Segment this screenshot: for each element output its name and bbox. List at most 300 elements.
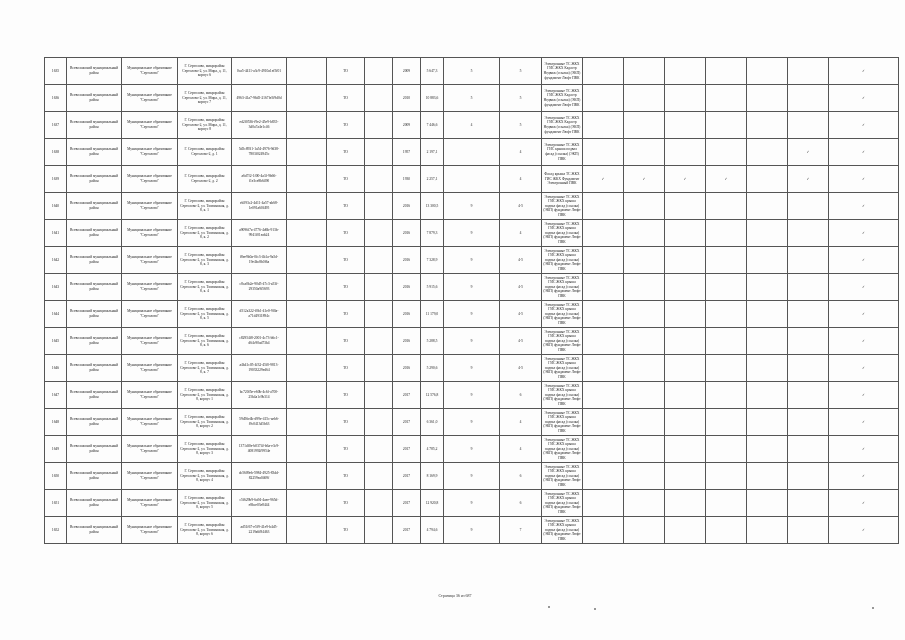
empty-check-cell — [788, 490, 829, 517]
district-cell: Всеволожский муниципальный район — [67, 409, 122, 436]
scan-speck — [594, 608, 596, 610]
year-cell: 2017 — [393, 409, 421, 436]
records-table — [44, 57, 899, 544]
empty-cell — [365, 463, 393, 490]
note-cell: Электронные ТС ЖКХ ГИС ЖКХ крыша подвал фасад (ссылка) (ЭКП) фундамент Люфт ПВК — [542, 193, 583, 220]
note-cell: Фасад крыша ТС ЖКХ ГИС ЖКХ Фундамент Электронный ПВК — [542, 166, 583, 193]
district-cell: Всеволожский муниципальный район — [67, 490, 122, 517]
municipality-cell: Муниципальное образование "Сертолово" — [122, 463, 178, 490]
checkmark-icon: ✓ — [829, 517, 899, 544]
floors-cell: 5 — [444, 58, 500, 85]
empty-check-cell — [665, 301, 706, 328]
checkmark-icon: ✓ — [829, 193, 899, 220]
type-cell: ТО — [327, 58, 365, 85]
empty-check-cell — [624, 139, 665, 166]
empty-check-cell — [624, 112, 665, 139]
empty-check-cell — [624, 220, 665, 247]
type-cell: ТО — [327, 355, 365, 382]
note-cell: Электронные ТС ЖКХ ГИС ЖКХ Кадастр Недвиж (ссылка) (ЭКП) фундамент Люфт ПВК — [542, 58, 583, 85]
guid-cell: ed2f0536-f9e2-45e9-b835-3d0a7a4e1c46 — [232, 112, 287, 139]
table-row — [45, 85, 899, 112]
empty-check-cell — [583, 193, 624, 220]
row-number-cell: 1649 — [45, 436, 67, 463]
guid-cell: ad51f67-e5f9-41e9-b4d5-2219a6f84463 — [232, 517, 287, 544]
district-cell: Всеволожский муниципальный район — [67, 166, 122, 193]
floors-cell: 4 — [444, 112, 500, 139]
year-cell: 2016 — [393, 328, 421, 355]
guid-cell: c5f629b9-6a94-4aee-965d-e8bce03e8444 — [232, 490, 287, 517]
entrances-cell: 6 — [500, 382, 542, 409]
empty-check-cell — [747, 490, 788, 517]
address-cell: Г. Сертолово, микрорайон Сертолово-2, ул. Тихвинская, д. 8, к. 6 — [178, 328, 232, 355]
empty-check-cell — [706, 409, 747, 436]
empty-check-cell — [788, 193, 829, 220]
note-cell: Электронные ТС ЖКХ ГИС ЖКХ крыша подвал фасад (ссылка) (ЭКП) фундамент Люфт ПВК — [542, 328, 583, 355]
entrances-cell: 7 — [500, 517, 542, 544]
table-row — [45, 328, 899, 355]
table-row — [45, 490, 899, 517]
empty-check-cell — [788, 517, 829, 544]
empty-check-cell — [706, 355, 747, 382]
floors-cell: 9 — [444, 409, 500, 436]
empty-check-cell — [747, 193, 788, 220]
checkmark-icon: ✓ — [829, 382, 899, 409]
district-cell: Всеволожский муниципальный район — [67, 517, 122, 544]
municipality-cell: Муниципальное образование "Сертолово" — [122, 139, 178, 166]
entrances-cell: 4-5 — [500, 193, 542, 220]
type-cell: ТО — [327, 382, 365, 409]
checkmark-icon: ✓ — [829, 58, 899, 85]
empty-check-cell — [665, 328, 706, 355]
empty-cell — [287, 139, 327, 166]
empty-check-cell — [583, 58, 624, 85]
municipality-cell: Муниципальное образование "Сертолово" — [122, 166, 178, 193]
type-cell: ТО — [327, 112, 365, 139]
address-cell: Г. Сертолово, микрорайон Сертолово-2, ул. Тихвинская, д. 8, корпус 6 — [178, 517, 232, 544]
floors-cell: 9 — [444, 328, 500, 355]
empty-check-cell — [583, 220, 624, 247]
note-cell: Электронные ТС ЖКХ ГИС ЖКХ крыша подвал фасад (ссылка) (ЭКП) фундамент Люфт ПВК — [542, 274, 583, 301]
empty-cell — [287, 247, 327, 274]
page-footer: Страница 36 из 687 — [438, 593, 472, 598]
address-cell: Г. Сертолово, микрорайон Сертолово-2, ул. Тихвинская, д. 8, к. 5 — [178, 301, 232, 328]
empty-check-cell — [788, 85, 829, 112]
empty-check-cell — [706, 139, 747, 166]
empty-check-cell — [583, 112, 624, 139]
district-cell: Всеволожский муниципальный район — [67, 274, 122, 301]
empty-check-cell — [747, 517, 788, 544]
guid-cell: a9096f7a-4776-4d6b-913b-9941f01eab24 — [232, 220, 287, 247]
area-cell: 12 576,8 — [421, 382, 444, 409]
empty-check-cell — [706, 274, 747, 301]
empty-check-cell — [665, 139, 706, 166]
empty-check-cell — [665, 355, 706, 382]
note-cell: Электронные ТС ЖКХ ГИС ЖКХ крыша подвал фасад (ссылка) (ЭКП) фундамент Люфт ПВК — [542, 247, 583, 274]
guid-cell: eb593c2-4d11-4a57-ab68-1e091a60f495 — [232, 193, 287, 220]
empty-cell — [365, 274, 393, 301]
address-cell: Г. Сертолово, микрорайон Сертолово-2, ул. Мира, д. 11, корпус 8 — [178, 112, 232, 139]
empty-cell — [287, 490, 327, 517]
empty-check-cell — [788, 220, 829, 247]
checkmark-icon: ✓ — [829, 220, 899, 247]
checkmark-icon: ✓ — [788, 166, 829, 193]
address-cell: Г. Сертолово, микрорайон Сертолово-2, ул. Мира, д. 11, корпус 6 — [178, 58, 232, 85]
type-cell: ТО — [327, 409, 365, 436]
table-row — [45, 58, 899, 85]
empty-check-cell — [665, 220, 706, 247]
empty-check-cell — [747, 166, 788, 193]
row-number-cell: 1645 — [45, 328, 67, 355]
year-cell: 2016 — [393, 247, 421, 274]
type-cell: ТО — [327, 490, 365, 517]
district-cell: Всеволожский муниципальный район — [67, 247, 122, 274]
empty-check-cell — [665, 409, 706, 436]
municipality-cell: Муниципальное образование "Сертолово" — [122, 85, 178, 112]
empty-check-cell — [788, 112, 829, 139]
entrances-cell: 4 — [500, 220, 542, 247]
address-cell: Г. Сертолово, микрорайон Сертолово-2, д. 1 — [178, 139, 232, 166]
address-cell: Г. Сертолово, микрорайон Сертолово-2, ул. Тихвинская, д. 8, корпус 1 — [178, 382, 232, 409]
empty-cell — [287, 463, 327, 490]
row-number-cell: 1637 — [45, 112, 67, 139]
address-cell: Г. Сертолово, микрорайон Сертолово-2, ул. Тихвинская, д. 8, к. 4 — [178, 274, 232, 301]
guid-cell: c82954f8-2001-4c73-b6c1-d64c90ad73b4 — [232, 328, 287, 355]
checkmark-icon: ✓ — [788, 139, 829, 166]
address-cell: Г. Сертолово, микрорайон Сертолово-2, ул. Тихвинская, д. 8, к. 2 — [178, 220, 232, 247]
address-cell: Г. Сертолово, микрорайон Сертолово-2, д. 2 — [178, 166, 232, 193]
checkmark-icon: ✓ — [829, 274, 899, 301]
empty-cell — [365, 85, 393, 112]
area-cell: 2 197,1 — [421, 139, 444, 166]
type-cell: ТО — [327, 220, 365, 247]
table-row — [45, 112, 899, 139]
empty-check-cell — [747, 220, 788, 247]
year-cell: 2017 — [393, 436, 421, 463]
empty-check-cell — [706, 247, 747, 274]
empty-check-cell — [706, 490, 747, 517]
entrances-cell: 6 — [500, 490, 542, 517]
municipality-cell: Муниципальное образование "Сертолово" — [122, 382, 178, 409]
empty-check-cell — [747, 328, 788, 355]
empty-check-cell — [706, 463, 747, 490]
type-cell: ТО — [327, 301, 365, 328]
area-cell: 5 647,3 — [421, 58, 444, 85]
area-cell: 7 879,3 — [421, 220, 444, 247]
district-cell: Всеволожский муниципальный район — [67, 220, 122, 247]
checkmark-icon: ✓ — [829, 490, 899, 517]
floors-cell: 9 — [444, 220, 500, 247]
district-cell: Всеволожский муниципальный район — [67, 328, 122, 355]
row-number-cell: 1643 — [45, 274, 67, 301]
floors-cell: 9 — [444, 247, 500, 274]
empty-cell — [365, 139, 393, 166]
guid-cell: 0ca5-4411-a3c9-4910a1ef5f01 — [232, 58, 287, 85]
empty-check-cell — [706, 58, 747, 85]
empty-check-cell — [747, 139, 788, 166]
empty-check-cell — [665, 490, 706, 517]
municipality-cell: Муниципальное образование "Сертолово" — [122, 436, 178, 463]
row-number-cell: 1651 — [45, 490, 67, 517]
row-number-cell: 1647 — [45, 382, 67, 409]
checkmark-icon: ✓ — [829, 409, 899, 436]
empty-check-cell — [624, 409, 665, 436]
type-cell: ТО — [327, 517, 365, 544]
empty-check-cell — [624, 85, 665, 112]
empty-check-cell — [583, 355, 624, 382]
empty-cell — [365, 436, 393, 463]
checkmark-icon: ✓ — [829, 328, 899, 355]
table-row — [45, 301, 899, 328]
empty-check-cell — [747, 409, 788, 436]
district-cell: Всеволожский муниципальный район — [67, 85, 122, 112]
row-number-cell: 1644 — [45, 301, 67, 328]
area-cell: 8 169,9 — [421, 463, 444, 490]
empty-check-cell — [665, 112, 706, 139]
floors-cell — [444, 139, 500, 166]
floors-cell: 9 — [444, 490, 500, 517]
empty-check-cell — [624, 436, 665, 463]
empty-check-cell — [665, 58, 706, 85]
table-row — [45, 409, 899, 436]
municipality-cell: Муниципальное образование "Сертолово" — [122, 409, 178, 436]
empty-check-cell — [747, 463, 788, 490]
note-cell: Электронные ТС ЖКХ ГИС ЖКХ крыша подвал фасад (ссылка) (ЭКП) фундамент Люфт ПВК — [542, 490, 583, 517]
year-cell: 2009 — [393, 58, 421, 85]
empty-cell — [287, 517, 327, 544]
note-cell: Электронные ТС ЖКХ ГИС ЖКХ крыша подвал фасад (ссылка) (ЭКП) фундамент Люфт ПВК — [542, 436, 583, 463]
district-cell: Всеволожский муниципальный район — [67, 193, 122, 220]
empty-cell — [365, 382, 393, 409]
row-number-cell: 1646 — [45, 355, 67, 382]
row-number-cell: 1640 — [45, 193, 67, 220]
empty-cell — [365, 490, 393, 517]
year-cell: 1957 — [393, 139, 421, 166]
empty-check-cell — [706, 220, 747, 247]
empty-check-cell — [583, 247, 624, 274]
year-cell: 2017 — [393, 463, 421, 490]
empty-check-cell — [788, 247, 829, 274]
checkmark-icon: ✓ — [829, 85, 899, 112]
floors-cell: 9 — [444, 274, 500, 301]
empty-check-cell — [747, 382, 788, 409]
empty-check-cell — [788, 355, 829, 382]
table-row — [45, 247, 899, 274]
row-number-cell: 1635 — [45, 58, 67, 85]
empty-check-cell — [624, 463, 665, 490]
empty-cell — [287, 166, 327, 193]
area-cell: 6 361,0 — [421, 409, 444, 436]
note-cell: Электронные ТС ЖКХ ГИС ЖКХ крыша подвал фасад (ссылка) (ЭКП) фундамент Люфт ПВК — [542, 355, 583, 382]
empty-check-cell — [665, 436, 706, 463]
checkmark-icon: ✓ — [829, 247, 899, 274]
empty-cell — [287, 193, 327, 220]
address-cell: Г. Сертолово, микрорайон Сертолово-2, ул. Тихвинская, д. 8, к. 1 — [178, 193, 232, 220]
type-cell: ТО — [327, 436, 365, 463]
floors-cell: 9 — [444, 193, 500, 220]
guid-cell: a6d7f2-1f00-4a3f-9b66-f1e3ce8b6490 — [232, 166, 287, 193]
checkmark-icon: ✓ — [829, 355, 899, 382]
checkmark-icon: ✓ — [829, 166, 899, 193]
row-number-cell: 1650 — [45, 463, 67, 490]
table-row — [45, 355, 899, 382]
area-cell: 5 915,6 — [421, 274, 444, 301]
area-cell: 11 179,0 — [421, 301, 444, 328]
empty-check-cell — [583, 139, 624, 166]
district-cell: Всеволожский муниципальный район — [67, 112, 122, 139]
note-cell: Электронные ТС ЖКХ ГИС ЖКХ крыша подвал фасад (ссылка) (ЭКП) фундамент Люфт ПВК — [542, 409, 583, 436]
empty-check-cell — [583, 490, 624, 517]
area-cell: 5 290,6 — [421, 355, 444, 382]
type-cell: ТО — [327, 274, 365, 301]
empty-check-cell — [583, 463, 624, 490]
empty-cell — [287, 58, 327, 85]
municipality-cell: Муниципальное образование "Сертолово" — [122, 355, 178, 382]
checkmark-icon: ✓ — [829, 301, 899, 328]
empty-check-cell — [788, 328, 829, 355]
year-cell: 2017 — [393, 517, 421, 544]
table-row — [45, 517, 899, 544]
guid-cell: d512a322-f0b1-41e0-9f0a-a71d4931894c — [232, 301, 287, 328]
empty-cell — [365, 166, 393, 193]
year-cell: 2016 — [393, 301, 421, 328]
empty-cell — [365, 220, 393, 247]
empty-cell — [365, 58, 393, 85]
empty-check-cell — [788, 58, 829, 85]
checkmark-icon: ✓ — [829, 436, 899, 463]
checkmark-icon: ✓ — [706, 166, 747, 193]
entrances-cell: 5 — [500, 85, 542, 112]
table-row — [45, 436, 899, 463]
checkmark-icon: ✓ — [829, 112, 899, 139]
empty-check-cell — [788, 274, 829, 301]
empty-check-cell — [583, 301, 624, 328]
floors-cell: 5 — [444, 85, 500, 112]
floors-cell: 9 — [444, 463, 500, 490]
floors-cell: 9 — [444, 355, 500, 382]
area-cell: 13 300,5 — [421, 193, 444, 220]
empty-check-cell — [624, 193, 665, 220]
scan-speck — [872, 607, 874, 609]
empty-check-cell — [747, 58, 788, 85]
empty-cell — [365, 301, 393, 328]
checkmark-icon: ✓ — [829, 463, 899, 490]
empty-cell — [365, 355, 393, 382]
year-cell: 2016 — [393, 355, 421, 382]
checkmark-icon: ✓ — [829, 139, 899, 166]
row-number-cell: 1638 — [45, 139, 67, 166]
municipality-cell: Муниципальное образование "Сертолово" — [122, 193, 178, 220]
empty-check-cell — [583, 382, 624, 409]
empty-check-cell — [665, 274, 706, 301]
entrances-cell: 4-5 — [500, 247, 542, 274]
floors-cell: 9 — [444, 436, 500, 463]
note-cell: Электронные ТС ЖКХ ГИС ЖКХ Кадастр Недвиж (ссылка) (ЭКП) фундамент Люфт ПВК — [542, 85, 583, 112]
table-body — [45, 58, 899, 544]
type-cell: ТО — [327, 139, 365, 166]
address-cell: Г. Сертолово, микрорайон Сертолово-2, ул. Тихвинская, д. 8, к. 7 — [178, 355, 232, 382]
empty-check-cell — [788, 409, 829, 436]
empty-check-cell — [747, 112, 788, 139]
address-cell: Г. Сертолово, микрорайон Сертолово-2, ул. Тихвинская, д. 8, к. 3 — [178, 247, 232, 274]
year-cell: 1930 — [393, 166, 421, 193]
empty-check-cell — [624, 355, 665, 382]
empty-check-cell — [583, 436, 624, 463]
municipality-cell: Муниципальное образование "Сертолово" — [122, 58, 178, 85]
year-cell: 2017 — [393, 382, 421, 409]
municipality-cell: Муниципальное образование "Сертолово" — [122, 517, 178, 544]
empty-check-cell — [788, 436, 829, 463]
year-cell: 2017 — [393, 490, 421, 517]
empty-cell — [287, 436, 327, 463]
address-cell: Г. Сертолово, микрорайон Сертолово-2, ул. Тихвинская, д. 8, корпус 3 — [178, 436, 232, 463]
empty-check-cell — [665, 85, 706, 112]
note-cell: Электронные ТС ЖКХ ГИС крыша подвал фасад (ссылка) (ЭКП) ПВК — [542, 139, 583, 166]
municipality-cell: Муниципальное образование "Сертолово" — [122, 274, 178, 301]
empty-cell — [287, 328, 327, 355]
municipality-cell: Муниципальное образование "Сертолово" — [122, 220, 178, 247]
year-cell: 2010 — [393, 85, 421, 112]
empty-check-cell — [747, 274, 788, 301]
district-cell: Всеволожский муниципальный район — [67, 382, 122, 409]
checkmark-icon: ✓ — [665, 166, 706, 193]
guid-cell: dc5609eb-5984-4925-83dd-82259ea0469f — [232, 463, 287, 490]
empty-cell — [287, 382, 327, 409]
empty-check-cell — [788, 463, 829, 490]
year-cell: 2016 — [393, 274, 421, 301]
floors-cell: 9 — [444, 382, 500, 409]
entrances-cell: 4-5 — [500, 328, 542, 355]
district-cell: Всеволожский муниципальный район — [67, 58, 122, 85]
guid-cell: 1371df0e-b0374f-b6a-e3c9-4081992f9954e — [232, 436, 287, 463]
note-cell: Электронные ТС ЖКХ ГИС ЖКХ крыша подвал фасад (ссылка) (ЭКП) фундамент Люфт ПВК — [542, 517, 583, 544]
guid-cell: a4b41c05-4f32-45f0-9813-19033229ed64 — [232, 355, 287, 382]
empty-check-cell — [665, 382, 706, 409]
municipality-cell: Муниципальное образование "Сертолово" — [122, 490, 178, 517]
type-cell: ТО — [327, 193, 365, 220]
empty-check-cell — [788, 382, 829, 409]
year-cell: 2016 — [393, 220, 421, 247]
note-cell: Электронные ТС ЖКХ ГИС ЖКХ крыша подвал фасад (ссылка) (ЭКП) фундамент Люфт ПВК — [542, 220, 583, 247]
floors-cell — [444, 166, 500, 193]
empty-check-cell — [747, 247, 788, 274]
empty-check-cell — [747, 85, 788, 112]
empty-check-cell — [583, 328, 624, 355]
empty-check-cell — [624, 382, 665, 409]
empty-check-cell — [624, 301, 665, 328]
entrances-cell: 4 — [500, 436, 542, 463]
empty-cell — [365, 247, 393, 274]
empty-cell — [287, 85, 327, 112]
year-cell: 2009 — [393, 112, 421, 139]
address-cell: Г. Сертолово, микрорайон Сертолово-2, ул. Мира, д. 11, корпус 7 — [178, 85, 232, 112]
floors-cell: 9 — [444, 301, 500, 328]
type-cell: ТО — [327, 85, 365, 112]
entrances-cell: 4-5 — [500, 355, 542, 382]
area-cell: 7 328,9 — [421, 247, 444, 274]
area-cell: 4 785,2 — [421, 436, 444, 463]
empty-cell — [287, 409, 327, 436]
empty-cell — [365, 328, 393, 355]
empty-cell — [287, 355, 327, 382]
type-cell: ТО — [327, 166, 365, 193]
entrances-cell: 6 — [500, 463, 542, 490]
year-cell: 2016 — [393, 193, 421, 220]
area-cell: 5 288,5 — [421, 328, 444, 355]
row-number-cell: 1639 — [45, 166, 67, 193]
empty-check-cell — [706, 382, 747, 409]
checkmark-icon: ✓ — [624, 166, 665, 193]
empty-check-cell — [706, 301, 747, 328]
